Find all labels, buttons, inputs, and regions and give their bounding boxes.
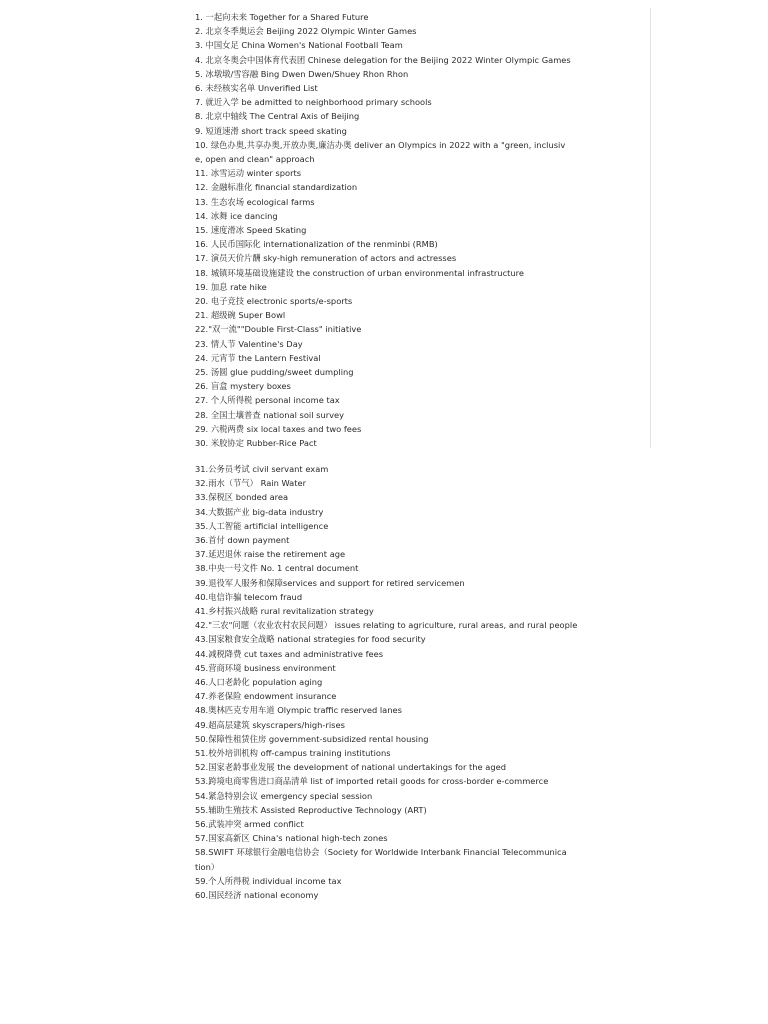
list-item: 8. 北京中轴线 The Central Axis of Beijing: [195, 111, 360, 122]
list-item: 46.人口老龄化 population aging: [195, 677, 323, 688]
list-item: 12. 金融标准化 financial standardization: [195, 182, 358, 193]
list-item: 58.SWIFT 环球银行金融电信协会（Society for Worldwide Interbank Financial Telecommunication）: [195, 847, 567, 872]
list-item: 36.首付 down payment: [195, 535, 290, 546]
list-item: 54.紧急特别会议 emergency special session: [195, 790, 373, 801]
list-item: 19. 加息 rate hike: [195, 281, 267, 292]
list-item: 56.武装冲突 armed conflict: [195, 819, 304, 830]
list-item: 20. 电子竞技 electronic sports/e-sports: [195, 296, 353, 307]
list-item: 3. 中国女足 China Women's National Football Team: [195, 40, 403, 51]
list-item: 31.公务员考试 civil servant exam: [195, 464, 329, 474]
list-item: 52.国家老龄事业发展 the development of national undertakings for the aged: [195, 762, 506, 773]
list-item: 27. 个人所得税 personal income tax: [195, 395, 340, 406]
list-item: 10. 绿色办奥,共享办奥,开放办奥,廉洁办奥 deliver an Olympics in 2022 with a "green, inclusive, open and clean" approach: [195, 139, 566, 165]
list-item: 28. 全国土壤普查 national soil survey: [195, 409, 345, 420]
list-item: 50.保障性租赁住房 government-subsidized rental housing: [195, 733, 429, 744]
list-item: 41.乡村振兴战略 rural revitalization strategy: [195, 606, 374, 617]
list-item: 30. 米胶协定 Rubber-Rice Pact: [195, 438, 317, 449]
list-item: 18. 城镇环境基础设施建设 the construction of urban environmental infrastructure: [195, 267, 524, 278]
list-item: 14. 冰舞 ice dancing: [195, 210, 278, 221]
list-item: 2. 北京冬季奥运会 Beijing 2022 Olympic Winter Games: [195, 26, 417, 37]
list-item: 51.校外培训机构 off-campus training institutions: [195, 748, 391, 759]
list-item: 33.保税区 bonded area: [195, 492, 289, 503]
list-item: 53.跨境电商零售进口商品清单 list of imported retail goods for cross-border e-commerce: [195, 776, 549, 787]
list-item: 42."三农"问题（农业农村农民问题） issues relating to agriculture, rural areas, and rural people: [195, 620, 578, 631]
list-item: 60.国民经济 national economy: [195, 890, 319, 901]
list-item: 25. 汤圆 glue pudding/sweet dumpling: [195, 367, 354, 378]
list-item: 40.电信诈骗 telecom fraud: [195, 591, 303, 602]
list-item: 4. 北京冬奥会中国体育代表团 Chinese delegation for the Beijing 2022 Winter Olympic Games: [195, 54, 571, 65]
list-item: 6. 未经核实名单 Unverified List: [195, 83, 318, 94]
page-divider: [650, 8, 651, 448]
list-item: 39.退役军人服务和保障services and support for retired servicemen: [195, 577, 465, 588]
list-item: 17. 演员天价片酬 sky-high remuneration of actors and actresses: [195, 253, 457, 264]
list-item: 11. 冰雪运动 winter sports: [195, 168, 302, 179]
list-item: 32.雨水（节气） Rain Water: [195, 478, 307, 489]
vocabulary-list-part-1: [195, 10, 575, 450]
list-item: 43.国家粮食安全战略 national strategies for food security: [195, 634, 426, 645]
list-item: 48.奥林匹克专用车道 Olympic traffic reserved lanes: [195, 705, 402, 716]
list-item: 45.营商环境 business environment: [195, 662, 336, 673]
list-item: 44.减税降费 cut taxes and administrative fees: [195, 648, 384, 659]
vocabulary-list-part-2: [195, 462, 578, 902]
list-item: 38.中央一号文件 No. 1 central document: [195, 563, 359, 574]
list-item: 7. 就近入学 be admitted to neighborhood primary schools: [195, 97, 432, 108]
list-item: 24. 元宵节 the Lantern Festival: [195, 352, 321, 363]
list-item: 13. 生态农场 ecological farms: [195, 196, 315, 207]
list-item: 55.辅助生殖技术 Assisted Reproductive Technology (ART): [195, 804, 427, 815]
list-item: 15. 速度滑冰 Speed Skating: [195, 225, 307, 236]
list-item: 26. 盲盒 mystery boxes: [195, 381, 291, 392]
list-item: 1. 一起向未来 Together for a Shared Future: [195, 12, 369, 22]
list-item: 59.个人所得税 individual income tax: [195, 875, 342, 886]
list-item: 21. 超级碗 Super Bowl: [195, 310, 286, 321]
list-item: 16. 人民币国际化 internationalization of the renminbi (RMB): [195, 239, 438, 250]
list-item: 29. 六税两费 six local taxes and two fees: [195, 423, 362, 434]
list-item: 23. 情人节 Valentine's Day: [195, 338, 303, 349]
list-item: 37.延迟退休 raise the retirement age: [195, 549, 346, 560]
list-item: 9. 短道速滑 short track speed skating: [195, 125, 347, 136]
list-item: 5. 冰墩墩/雪容融 Bing Dwen Dwen/Shuey Rhon Rhon: [195, 68, 409, 79]
list-item: 22."双一流""Double First-Class" initiative: [195, 324, 362, 335]
list-item: 35.人工智能 artificial intelligence: [195, 520, 329, 531]
list-item: 34.大数据产业 big-data industry: [195, 506, 324, 517]
list-item: 47.养老保险 endowment insurance: [195, 691, 337, 702]
list-item: 49.超高层建筑 skyscrapers/high-rises: [195, 719, 345, 730]
list-item: 57.国家高新区 China's national high-tech zones: [195, 833, 388, 844]
